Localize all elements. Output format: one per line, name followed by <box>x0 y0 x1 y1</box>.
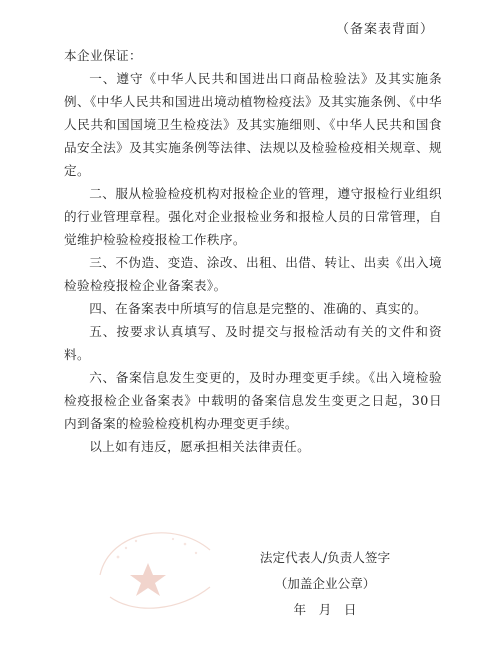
clause-3: 三、不伪造、变造、涂改、出租、出借、转让、出卖《出入境检验检疫报检企业备案表》。 <box>64 255 442 293</box>
clause-1: 一、遵守《中华人民共和国进出口商品检验法》及其实施条例、《中华人民共和国进出境动植物检疫法》及其实施条例、《中华人民共和国国境卫生检疫法》及其实施细则、《中华人民共和国食品安全法》及其实施条例等法律、法规以及检验检疫相关规章、规定。 <box>64 71 442 178</box>
signer-label: 法定代表人/负责人签字 <box>259 550 391 565</box>
closing-statement: 以上如有违反，愿承担相关法律责任。 <box>89 439 311 454</box>
date-line: 年 月 日 <box>293 602 357 617</box>
clause-2: 二、服从检验检疫机构对报检企业的管理，遵守报检行业组织的行业管理章程。强化对企业报检业务和报检人员的日常管理，自觉维护检验检疫报检工作秩序。 <box>64 186 442 247</box>
clause-4: 四、在备案表中所填写的信息是完整的、准确的、真实的。 <box>89 301 428 316</box>
faded-seal-stamp <box>80 505 230 625</box>
signature-block <box>250 545 400 623</box>
guarantee-statement <box>64 44 442 458</box>
seal-instruction: （加盖企业公章） <box>274 576 376 591</box>
form-side-note: （备案表背面） <box>335 22 434 37</box>
intro-line: 本企业保证： <box>64 48 142 63</box>
clause-6: 六、备案信息发生变更的，及时办理变更手续。《出入境检验检疫报检企业备案表》中载明的备案信息发生变更之日起，30日内到备案的检验检疫机构办理变更手续。 <box>64 370 442 431</box>
clause-5: 五、按要求认真填写、及时提交与报检活动有关的文件和资料。 <box>64 324 442 362</box>
